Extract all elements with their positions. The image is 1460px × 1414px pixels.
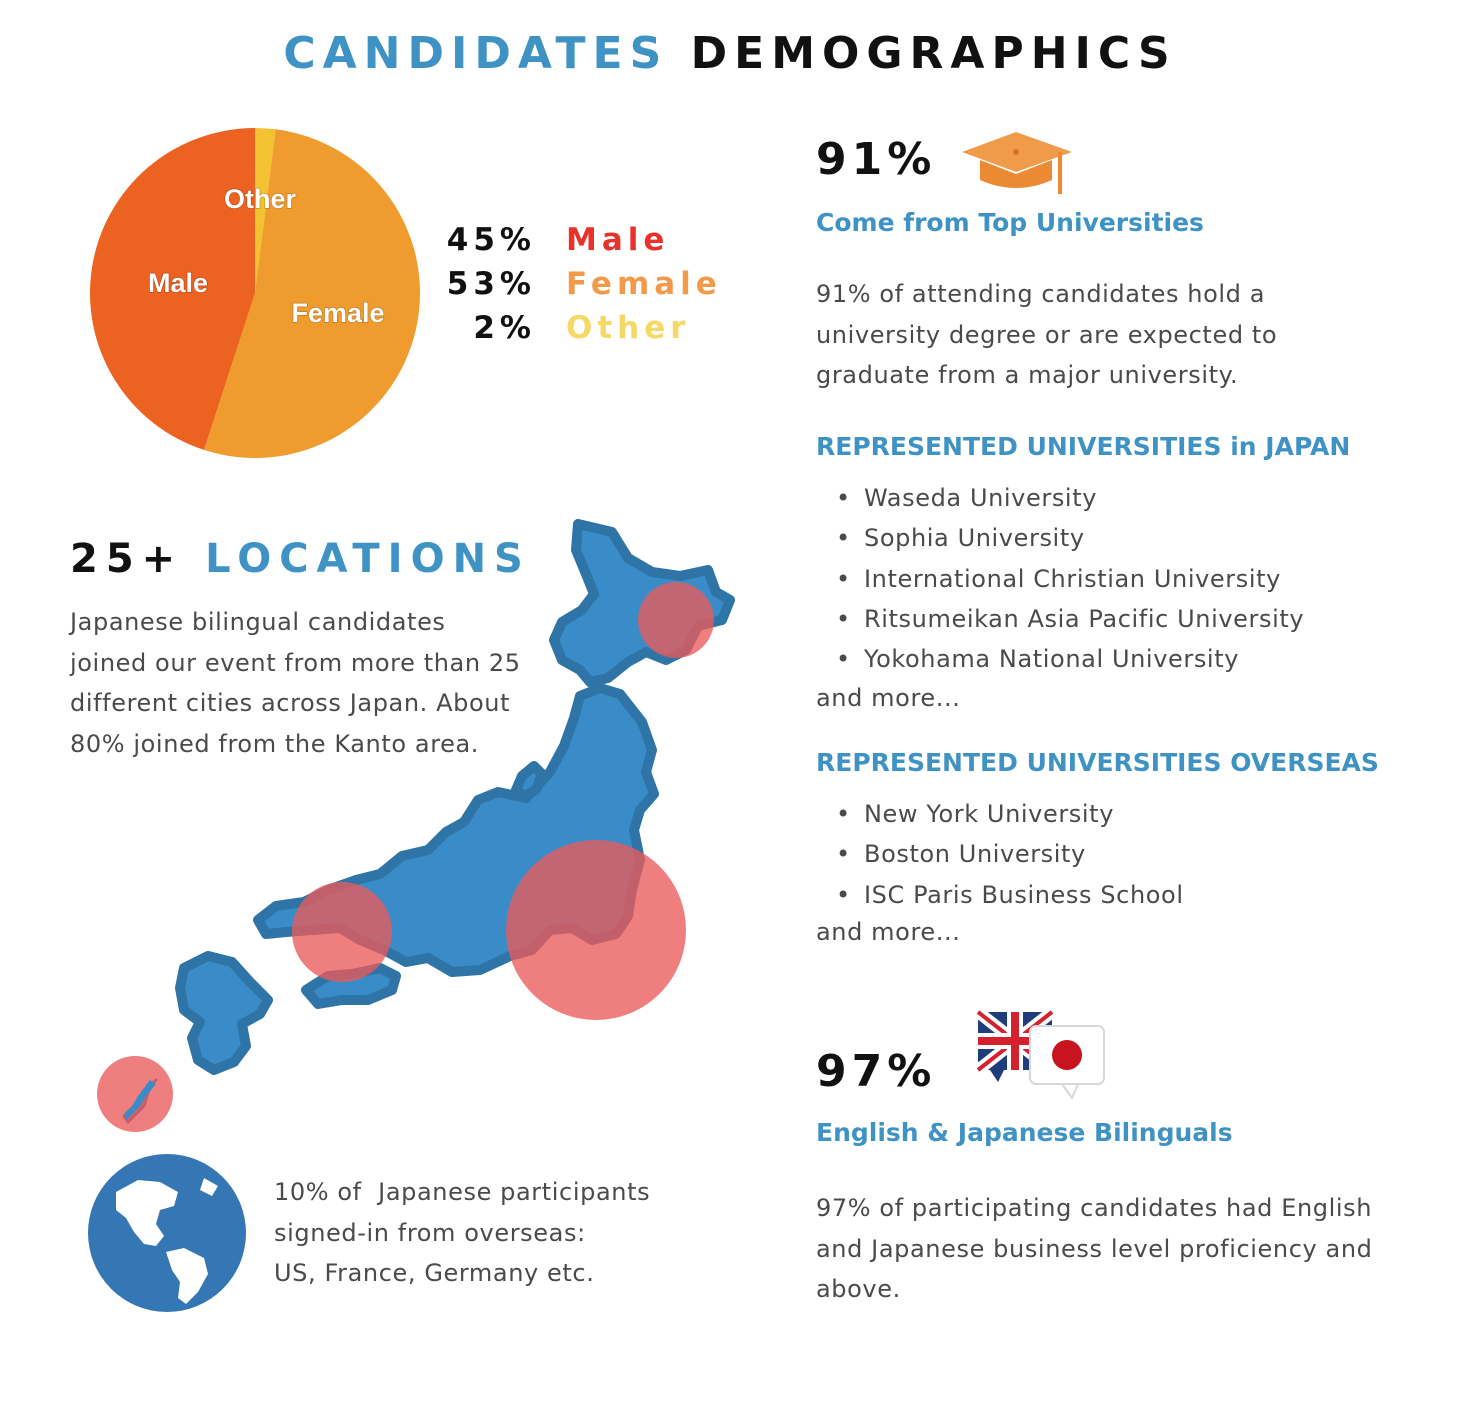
- bubble-okinawa: [97, 1056, 173, 1132]
- list-item: • International Christian University: [818, 559, 1304, 599]
- bubble-hokkaido: [638, 582, 714, 658]
- page-title: [0, 28, 1460, 79]
- bilingual-subtitle: English & Japanese Bilinguals: [816, 1118, 1233, 1147]
- title-blue: CANDIDATES: [283, 28, 669, 79]
- japan-flag: [1030, 1026, 1104, 1098]
- pie-label-other: Other: [223, 184, 297, 214]
- overseas-text-line: US, France, Germany etc.: [274, 1259, 595, 1287]
- locations-text: Japanese bilingual candidates joined our event from more than 25 different cities across Japan. About 80% joined from the Kanto area.: [70, 608, 521, 758]
- locations-word: LOCATIONS: [205, 536, 531, 582]
- legend-row-male: [438, 222, 722, 266]
- pie-label-male: Male: [147, 268, 209, 298]
- locations-count: 25+: [70, 536, 184, 582]
- title-black: DEMOGRAPHICS: [690, 28, 1177, 79]
- legend-label: Male: [566, 222, 670, 258]
- overseas-text-line: 10% of Japanese participants: [274, 1178, 651, 1206]
- list-item: • New York University: [818, 794, 1184, 834]
- bilingual-stat: 97%: [816, 1046, 937, 1097]
- legend-row-other: [438, 310, 722, 354]
- list-item: • ISC Paris Business School: [818, 875, 1184, 915]
- globe-icon: [86, 1152, 248, 1314]
- kyushu-shape: [180, 956, 268, 1070]
- bilingual-body: 97% of participating candidates had English and Japanese business level proficiency and above.: [816, 1194, 1373, 1303]
- legend-label: Female: [566, 266, 722, 302]
- japan-more: and more...: [816, 684, 961, 712]
- graduation-cap-icon: [958, 130, 1076, 198]
- list-item: • Sophia University: [818, 518, 1304, 558]
- legend-label: Other: [566, 310, 691, 346]
- overseas-universities-heading: REPRESENTED UNIVERSITIES OVERSEAS: [816, 748, 1379, 777]
- legend-row-female: [438, 266, 722, 310]
- list-item: • Waseda University: [818, 478, 1304, 518]
- japan-universities-heading: REPRESENTED UNIVERSITIES in JAPAN: [816, 432, 1351, 461]
- japan-universities-list: [818, 478, 1304, 679]
- list-item: • Boston University: [818, 834, 1184, 874]
- gender-pie-chart: [80, 118, 430, 468]
- overseas-text: [274, 1172, 744, 1294]
- sado-shape: [516, 766, 542, 796]
- legend-pct: 45%: [446, 222, 536, 258]
- universities-body: 91% of attending candidates hold a university degree or are expected to graduate from a major university.: [816, 280, 1278, 389]
- legend-pct: 53%: [446, 266, 536, 302]
- bubble-kanto: [506, 840, 686, 1020]
- pie-legend: [438, 222, 722, 354]
- universities-subtitle: Come from Top Universities: [816, 208, 1204, 237]
- list-item: • Yokohama National University: [818, 639, 1304, 679]
- universities-stat: 91%: [816, 134, 937, 185]
- pie-label-female: Female: [291, 298, 385, 328]
- list-item: • Ritsumeikan Asia Pacific University: [818, 599, 1304, 639]
- overseas-text-line: signed-in from overseas:: [274, 1218, 586, 1247]
- legend-pct: 2%: [473, 310, 536, 346]
- bubble-kansai: [292, 882, 392, 982]
- locations-heading: [70, 536, 531, 582]
- overseas-more: and more...: [816, 918, 961, 946]
- overseas-universities-list: [818, 794, 1184, 915]
- uk-japan-flags-icon: [976, 1010, 1110, 1102]
